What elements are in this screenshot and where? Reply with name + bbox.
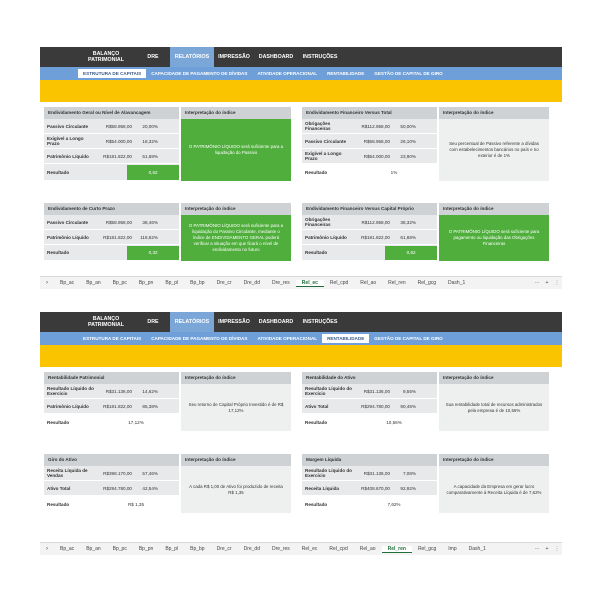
sheet-tab-rel-ren[interactable]: Rel_ren <box>382 546 412 553</box>
row-percent: 42,54% <box>142 485 158 491</box>
row-percent: 38,46% <box>142 219 158 225</box>
row-value: R$181.822,00 <box>103 403 132 409</box>
table-row <box>44 466 179 481</box>
row-label: Patrimônio Líquido <box>47 234 89 240</box>
result-label: Resultado <box>305 419 328 425</box>
row-label: Passivo Circulante <box>47 123 89 129</box>
interpretation-text: A cada R$ 1,00 de Ativo foi produzido de receita R$ 1,35 <box>181 466 291 513</box>
row-percent: 92,92% <box>400 485 416 491</box>
indicator-panels <box>40 367 562 528</box>
row-percent: 85,38% <box>142 403 158 409</box>
table-row <box>44 481 179 496</box>
row-percent: 7,08% <box>402 470 416 476</box>
sheet-tab-rel-ao[interactable]: Rel_ao <box>360 280 377 286</box>
result-row <box>302 245 437 261</box>
sheet-tab-bar <box>40 542 562 555</box>
result-row <box>44 496 179 513</box>
table-row <box>44 215 179 230</box>
nav-impressao[interactable]: IMPRESSÃO <box>218 319 250 325</box>
sheet-tab-bar <box>40 276 562 289</box>
subnav-estrutura-capitais[interactable]: ESTRUTURA DE CAPITAIS <box>83 336 142 341</box>
subnav-capacidade-pagamento[interactable]: CAPACIDADE DE PAGAMENTO DE DÍVIDAS <box>151 71 248 76</box>
row-value: R$181.822,00 <box>103 153 132 159</box>
add-sheet-icon[interactable]: + <box>545 280 549 286</box>
result-value: 1% <box>390 169 398 175</box>
sheet-tab-bp-ac[interactable]: Bp_ac <box>60 280 75 286</box>
interpretation-title: Interpretação do índice <box>439 454 549 466</box>
row-label: Ativo Total <box>305 403 329 409</box>
row-label: Passivo Circulante <box>47 219 89 225</box>
sheet-tab-bp-bp[interactable]: Bp_bp <box>190 546 205 552</box>
interpretation-text: O PATRIMÔNIO LÍQUIDO será suficiente para pagamento ou liquidação das Obrigações Financeiras <box>439 215 549 261</box>
sub-navigation <box>40 67 562 80</box>
nav-relatorios[interactable]: RELATÓRIOS <box>170 312 214 332</box>
yellow-banner <box>40 345 562 367</box>
row-percent: 26,10% <box>400 138 416 144</box>
subnav-gestao-capital-giro[interactable]: GESTÃO DE CAPITAL DE GIRO <box>374 71 443 76</box>
subnav-rentabilidade[interactable]: RENTABILIDADE <box>322 334 369 343</box>
interpretation-title: Interpretação do índice <box>439 107 549 119</box>
sheet-tab-rel-gcg[interactable]: Rel_gcg <box>417 280 437 286</box>
result-value: 17,12% <box>128 419 144 425</box>
nav-dashboard[interactable]: DASHBOARD <box>258 319 294 325</box>
row-value: R$294.780,00 <box>103 485 132 491</box>
nav-dashboard[interactable]: DASHBOARD <box>258 54 294 60</box>
sheet-tab-dre-res[interactable]: Dre_res <box>272 280 290 286</box>
row-label: Passivo Circulante <box>305 138 347 144</box>
interpretation-title: Interpretação do índice <box>181 372 291 384</box>
row-percent: 61,68% <box>142 153 158 159</box>
row-label: Obrigações Financeiras <box>305 217 331 227</box>
row-percent: 14,62% <box>142 388 158 394</box>
indicator-table <box>44 384 179 431</box>
interpretation-text: Seu retorno de Capital Próprio Investido é de R$ 17,12% <box>181 384 291 431</box>
result-row <box>44 414 179 431</box>
row-label: Patrimônio Líquido <box>47 403 89 409</box>
row-percent: 38,32% <box>400 219 416 225</box>
row-percent: 23,90% <box>400 153 416 159</box>
result-label: Resultado <box>305 250 328 255</box>
nav-balanco-patrimonial[interactable]: BALANÇO PATRIMONIAL <box>88 51 124 63</box>
panel-title: Endividamento Financeiro Versus Capital Próprio <box>302 203 437 215</box>
row-value: R$58.958,00 <box>105 219 132 225</box>
row-percent: 50,00% <box>400 123 416 129</box>
subnav-atividade-operacional[interactable]: ATIVIDADE OPERACIONAL <box>257 71 318 76</box>
sheet-tab-rel-ren[interactable]: Rel_ren <box>388 280 406 286</box>
row-value: R$181.822,00 <box>361 234 390 240</box>
panel-title: Rentabilidade do Ativo <box>302 372 437 384</box>
sheet-tab-dre-cr[interactable]: Dre_cr <box>216 546 232 552</box>
row-value: R$31.136,00 <box>363 388 390 394</box>
nav-instrucoes[interactable]: INSTRUÇÕES <box>302 319 338 325</box>
row-label: Patrimônio Líquido <box>305 234 347 240</box>
indicator-table <box>302 215 437 261</box>
subnav-gestao-capital-giro[interactable]: GESTÃO DE CAPITAL DE GIRO <box>374 336 443 341</box>
result-value: 0,32 <box>127 246 179 260</box>
nav-balanco-patrimonial[interactable]: BALANÇO PATRIMONIAL <box>88 316 124 328</box>
panel-title: Margem Líquida <box>302 454 437 466</box>
row-label: Receita Líquida <box>305 485 339 491</box>
table-row <box>302 230 437 245</box>
table-row <box>302 134 437 149</box>
row-percent: 90,45% <box>400 403 416 409</box>
table-row <box>302 119 437 134</box>
sheet-tab-dre-dd[interactable]: Dre_dd <box>243 280 260 286</box>
result-label: Resultado <box>47 169 70 175</box>
top-navigation <box>40 312 562 332</box>
more-tabs-icon[interactable]: ··· <box>534 280 540 286</box>
table-row <box>302 466 437 481</box>
nav-dre[interactable]: DRE <box>147 54 159 60</box>
row-value: R$58.958,00 <box>363 138 390 144</box>
row-value: R$294.780,00 <box>361 403 390 409</box>
row-label: Receita Líquida de Vendas <box>47 468 88 478</box>
row-value: R$112.958,00 <box>361 123 390 129</box>
row-label: Resultado Líquido do Exercício <box>47 386 94 396</box>
indicator-table <box>302 466 437 513</box>
menu-icon[interactable]: ⋮ <box>554 546 560 552</box>
sheet-tab-imp[interactable]: Imp <box>448 546 457 552</box>
panel-title: Endividamento Geral ou Nível de Alavancagem <box>44 107 179 119</box>
panel-title: Endividamento de Curto Prazo <box>44 203 179 215</box>
row-value: R$181.822,00 <box>103 234 132 240</box>
sheet-tab-bp-pc[interactable]: Bp_pc <box>112 280 127 286</box>
row-percent: 9,55% <box>402 388 416 394</box>
row-percent: 57,46% <box>142 470 158 476</box>
sheet-tab-rel-ec[interactable]: Rel_ec <box>301 546 318 552</box>
row-label: Exigível a Longo Prazo <box>47 136 84 146</box>
interpretation-text: O PATRIMÔNIO LÍQUIDO será suficiente para a liquidação do Passivo Circulante, mediante o índice de ENDIVIDAMENTO GERAL poderá verificar a situação em que ficará o nível de endividamento no futuro <box>181 215 291 261</box>
table-row <box>44 134 179 149</box>
indicator-table <box>44 466 179 513</box>
row-label: Patrimônio Líquido <box>47 153 89 159</box>
row-label: Ativo Total <box>47 485 71 491</box>
table-row <box>302 215 437 230</box>
table-row <box>44 119 179 134</box>
nav-instrucoes[interactable]: INSTRUÇÕES <box>302 54 338 60</box>
sheet-tab-bp-an[interactable]: Bp_an <box>86 280 101 286</box>
sheet-tab-dre-cr[interactable]: Dre_cr <box>216 280 232 286</box>
table-row <box>302 481 437 496</box>
row-label: Resultado Líquido do Exercício <box>305 386 352 396</box>
row-value: R$31.136,00 <box>363 470 390 476</box>
row-value: R$112.958,00 <box>361 219 390 225</box>
subnav-rentabilidade[interactable]: RENTABILIDADE <box>327 71 365 76</box>
scroll-tabs-icon[interactable]: › <box>46 280 48 286</box>
sheet-tab-rel-ec[interactable]: Rel_ec <box>296 280 324 287</box>
subnav-capacidade-pagamento[interactable]: CAPACIDADE DE PAGAMENTO DE DÍVIDAS <box>151 336 248 341</box>
screenshot-rentabilidade <box>40 312 562 555</box>
add-sheet-icon[interactable]: + <box>545 546 549 552</box>
sheet-tab-bp-an[interactable]: Bp_an <box>86 546 101 552</box>
indicator-table <box>44 119 179 181</box>
row-label: Exigível a Longo Prazo <box>305 151 342 161</box>
row-value: R$58.958,00 <box>105 123 132 129</box>
nav-impressao[interactable]: IMPRESSÃO <box>218 54 250 60</box>
result-value: R$ 1,35 <box>127 501 145 507</box>
result-label: Resultado <box>47 250 70 255</box>
result-value: 0,62 <box>127 165 179 180</box>
result-row <box>44 164 179 181</box>
interpretation-title: Interpretação do índice <box>181 203 291 215</box>
result-row <box>302 164 437 181</box>
top-navigation <box>40 47 562 67</box>
result-row <box>302 496 437 513</box>
result-value: 0,62 <box>385 246 437 260</box>
row-percent: 61,68% <box>400 234 416 240</box>
result-value: 10,56% <box>386 419 402 425</box>
sheet-tab-dre-dd[interactable]: Dre_dd <box>243 546 260 552</box>
sheet-tab-dash-1[interactable]: Dash_1 <box>448 280 466 286</box>
more-tabs-icon[interactable]: ··· <box>534 546 540 552</box>
subnav-atividade-operacional[interactable]: ATIVIDADE OPERACIONAL <box>257 336 318 341</box>
indicator-panels <box>40 102 562 263</box>
table-row <box>302 399 437 414</box>
row-label: Resultado Líquido do Exercício <box>305 468 352 478</box>
panel-title: Rentabilidade Patrimonial <box>44 372 179 384</box>
indicator-table <box>302 119 437 181</box>
yellow-banner <box>40 80 562 102</box>
scroll-tabs-icon[interactable]: › <box>46 546 48 552</box>
nav-relatorios[interactable]: RELATÓRIOS <box>170 47 214 67</box>
row-percent: 118,62% <box>140 234 158 240</box>
interpretation-text: A capacidade da Empresa em gerar lucro comparativamente à Receita Líquida é de 7,62% <box>439 466 549 513</box>
panel-title: Giro do Ativo <box>44 454 179 466</box>
interpretation-title: Interpretação do índice <box>181 454 291 466</box>
result-value: 7,62% <box>387 501 401 507</box>
table-row <box>302 149 437 164</box>
sheet-tab-rel-gcg[interactable]: Rel_gcg <box>417 546 437 552</box>
sheet-tab-dre-res[interactable]: Dre_res <box>272 546 290 552</box>
result-label: Resultado <box>305 501 328 507</box>
sheet-tab-bp-pc[interactable]: Bp_pc <box>112 546 127 552</box>
nav-dre[interactable]: DRE <box>147 319 159 325</box>
subnav-estrutura-capitais[interactable]: ESTRUTURA DE CAPITAIS <box>78 69 146 78</box>
row-value: R$31.136,00 <box>105 388 132 394</box>
result-row <box>44 245 179 261</box>
sheet-tab-rel-cpd[interactable]: Rel_cpd <box>329 280 349 286</box>
result-label: Resultado <box>47 419 70 425</box>
table-row <box>44 230 179 245</box>
interpretation-text: Sua rentabilidade total de recursos administrados pela empresa é de 10,56% <box>439 384 549 431</box>
panel-title: Endividamento Financeiro Versus Total <box>302 107 437 119</box>
row-value: R$54.000,00 <box>105 138 132 144</box>
result-label: Resultado <box>47 501 70 507</box>
indicator-table <box>302 384 437 431</box>
interpretation-text: O PATRIMÔNIO LÍQUIDO será suficiente para a liquidação do Passivo <box>181 119 291 181</box>
sheet-tab-bp-pn[interactable]: Bp_pn <box>138 546 154 552</box>
sheet-tab-bp-bp[interactable]: Bp_bp <box>190 280 205 286</box>
result-label: Resultado <box>305 169 328 175</box>
row-value: R$54.000,00 <box>363 153 390 159</box>
interpretation-title: Interpretação do índice <box>439 372 549 384</box>
table-row <box>44 149 179 164</box>
sheet-tab-rel-cpd[interactable]: Rel_cpd <box>329 546 348 552</box>
sub-navigation <box>40 332 562 345</box>
sheet-tab-bp-pl[interactable]: Bp_pl <box>165 546 179 552</box>
screenshot-estrutura-capitais <box>40 47 562 289</box>
interpretation-title: Interpretação do índice <box>439 203 549 215</box>
interpretation-title: Interpretação do índice <box>181 107 291 119</box>
table-row <box>44 384 179 399</box>
row-percent: 18,32% <box>142 138 158 144</box>
sheet-tab-rel-ao[interactable]: Rel_ao <box>359 546 376 552</box>
result-row <box>302 414 437 431</box>
row-value: R$398.170,00 <box>103 470 132 476</box>
table-row <box>302 384 437 399</box>
sheet-tab-bp-ac[interactable]: Bp_ac <box>60 546 75 552</box>
sheet-tab-bp-pl[interactable]: Bp_pl <box>165 280 179 286</box>
row-label: Obrigações Financeiras <box>305 121 331 131</box>
interpretation-text: Seu percentual de Passivo referente a dívidas com estabelecimentos bancários no país e no exterior é de 1% <box>439 119 549 181</box>
table-row <box>44 399 179 414</box>
sheet-tab-bp-pn[interactable]: Bp_pn <box>138 280 154 286</box>
row-value: R$408.670,00 <box>361 485 390 491</box>
menu-icon[interactable]: ⋮ <box>554 280 560 286</box>
sheet-tab-dash-1[interactable]: Dash_1 <box>468 546 486 552</box>
row-percent: 20,00% <box>142 123 158 129</box>
indicator-table <box>44 215 179 261</box>
